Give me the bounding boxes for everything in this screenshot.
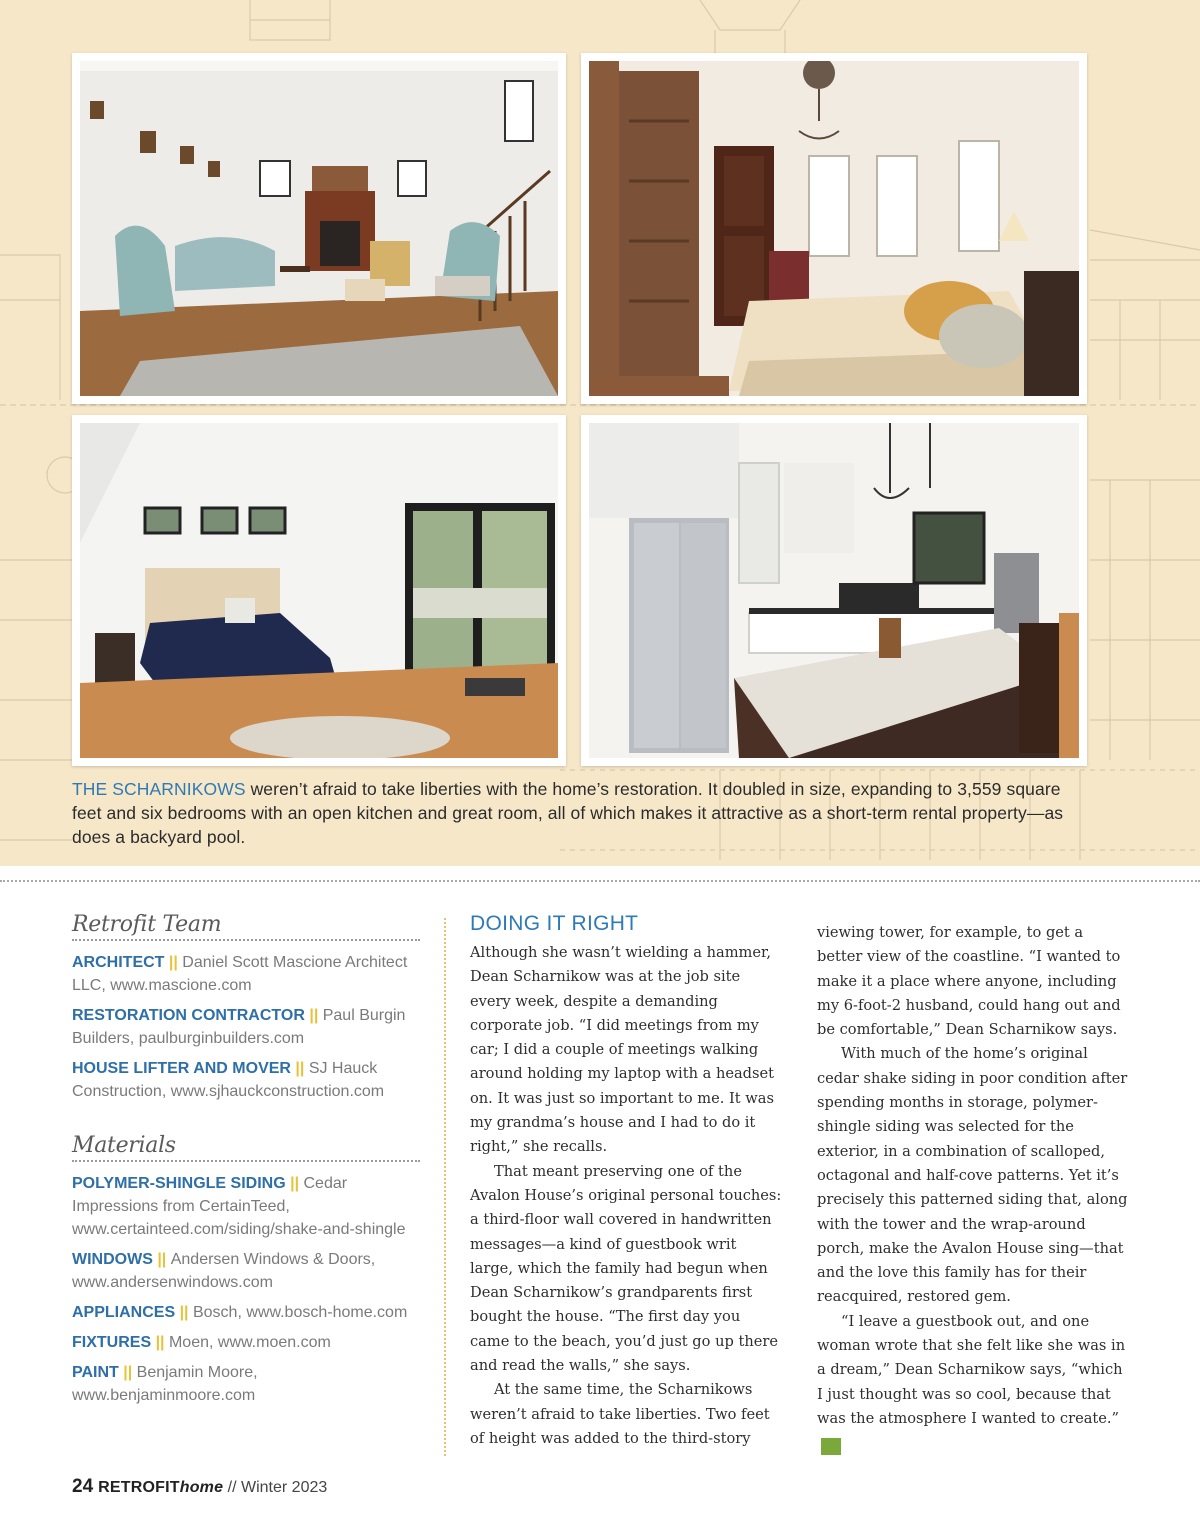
credit-detail: Cedar Impressions from CertainTeed, www.certainteed.com/siding/shake-and-shingle <box>72 1175 406 1238</box>
credit-separator: || <box>164 954 183 971</box>
credit-role: ARCHITECT <box>72 954 165 971</box>
issue-date: // Winter 2023 <box>223 1479 328 1496</box>
article-paragraph: With much of the home’s original cedar shake siding in poor condition after spending months in storage, polymer-shingle siding was selected for the exterior, in a combination of scalloped, octagonal and half-cove patterns. Yet it’s precisely this patterned siding that, along with the tower and the wrap-around porch, make the Avalon House sing—that and the love this family has for their reacquired, restored gem. <box>817 1045 1128 1306</box>
credit-role: PAINT <box>72 1364 119 1381</box>
article-paragraph: At the same time, the Scharnikows weren’t afraid to take liberties. Two feet of height was added to the third-story <box>470 1381 770 1447</box>
credits-sidebar <box>72 912 420 1414</box>
credit-separator: || <box>304 1007 323 1024</box>
materials-credit <box>72 1331 420 1354</box>
photo-master-bedroom <box>581 53 1087 404</box>
article-column-1 <box>470 941 782 1451</box>
materials-credit <box>72 1361 420 1407</box>
retrofit-team-list <box>72 951 420 1103</box>
page-footer <box>72 1476 327 1498</box>
credit-role: WINDOWS <box>72 1251 153 1268</box>
credit-separator: || <box>151 1334 169 1351</box>
team-credit <box>72 1057 420 1103</box>
section-divider <box>0 880 1200 882</box>
photo-living-room <box>72 53 566 404</box>
caption-lead: THE SCHARNIKOWS <box>72 779 246 799</box>
credit-detail: Moen, www.moen.com <box>168 1334 331 1351</box>
materials-credit <box>72 1172 420 1241</box>
credit-detail: Benjamin Moore, www.benjaminmoore.com <box>72 1364 258 1404</box>
brand-retrofit: RETROFIT <box>98 1479 180 1496</box>
kitchen-image <box>589 423 1079 758</box>
article-paragraph: That meant preserving one of the Avalon House’s original personal touches: a third-floor wall covered in handwritten messages—a kind of guestbook writ large, which the family had begun when Dean Scharnikow’s grandparents first bought the house. “The first day you came to the beach, you’d just go up there and read the walls,” she says. <box>470 1162 782 1375</box>
photo-caption <box>72 777 1072 849</box>
page-number: 24 <box>72 1476 94 1497</box>
materials-credit <box>72 1248 420 1294</box>
master-bedroom-image <box>589 61 1079 396</box>
credit-detail: Paul Burgin Builders, paulburginbuilders.com <box>72 1007 406 1047</box>
credit-role: FIXTURES <box>72 1334 152 1351</box>
photo-kitchen <box>581 415 1087 766</box>
article-paragraph: Although she wasn’t wielding a hammer, Dean Scharnikow was at the job site every week, despite a demanding corporate job. “I did meetings from my car; I did a couple of meetings walking around holding my laptop with a headset on. It was just so important to me. It was my grandma’s house and I had to do it right,” she recalls. <box>470 944 775 1156</box>
credit-separator: || <box>118 1364 137 1381</box>
caption-text: weren’t afraid to take liberties with the home’s restoration. It doubled in size, expanding to 3,559 square feet and six bedrooms with an open kitchen and great room, all of which makes it attractive as a short-term rental property—as does a backyard pool. <box>72 779 1064 847</box>
credit-detail: Daniel Scott Mascione Architect LLC, www.mascione.com <box>72 954 408 994</box>
credit-detail: Andersen Windows & Doors, www.andersenwindows.com <box>72 1251 376 1291</box>
materials-credit <box>72 1301 420 1324</box>
team-credit <box>72 1004 420 1050</box>
article-column-2 <box>817 921 1129 1456</box>
column-divider <box>444 918 446 1456</box>
credit-role: HOUSE LIFTER AND MOVER <box>72 1060 291 1077</box>
credit-separator: || <box>152 1251 171 1268</box>
credit-separator: || <box>285 1175 304 1192</box>
team-credit <box>72 951 420 997</box>
credit-separator: || <box>175 1304 193 1321</box>
credit-separator: || <box>290 1060 309 1077</box>
article-title: DOING IT RIGHT <box>470 912 639 935</box>
credit-role: POLYMER-SHINGLE SIDING <box>72 1175 286 1192</box>
article-paragraph: “I leave a guestbook out, and one woman wrote that she felt like she was in a dream,” Dean Scharnikow says, “which I just thought was so cool, because that was the atmosphere I wanted to create.”TH <box>817 1310 1129 1456</box>
article-paragraph: viewing tower, for example, to get a better view of the coastline. “I wanted to make it a place where anyone, including my 6-foot-2 husband, could hang out and be comfortable,” Dean Scharnikow says. <box>817 924 1121 1039</box>
living-room-image <box>80 61 558 396</box>
credit-detail: SJ Hauck Construction, www.sjhauckconstruction.com <box>72 1060 385 1100</box>
third-floor-bedroom-image <box>80 423 558 758</box>
retrofit-team-heading: Retrofit Team <box>72 912 420 941</box>
materials-heading: Materials <box>72 1133 420 1162</box>
brand-home: home <box>179 1479 224 1496</box>
materials-list <box>72 1172 420 1407</box>
magazine-brand <box>98 1479 223 1496</box>
credit-detail: Bosch, www.bosch-home.com <box>192 1304 408 1321</box>
end-mark-icon: TH <box>821 1438 841 1455</box>
credit-role: RESTORATION CONTRACTOR <box>72 1007 305 1024</box>
credit-role: APPLIANCES <box>72 1304 176 1321</box>
photo-third-floor-bedroom <box>72 415 566 766</box>
